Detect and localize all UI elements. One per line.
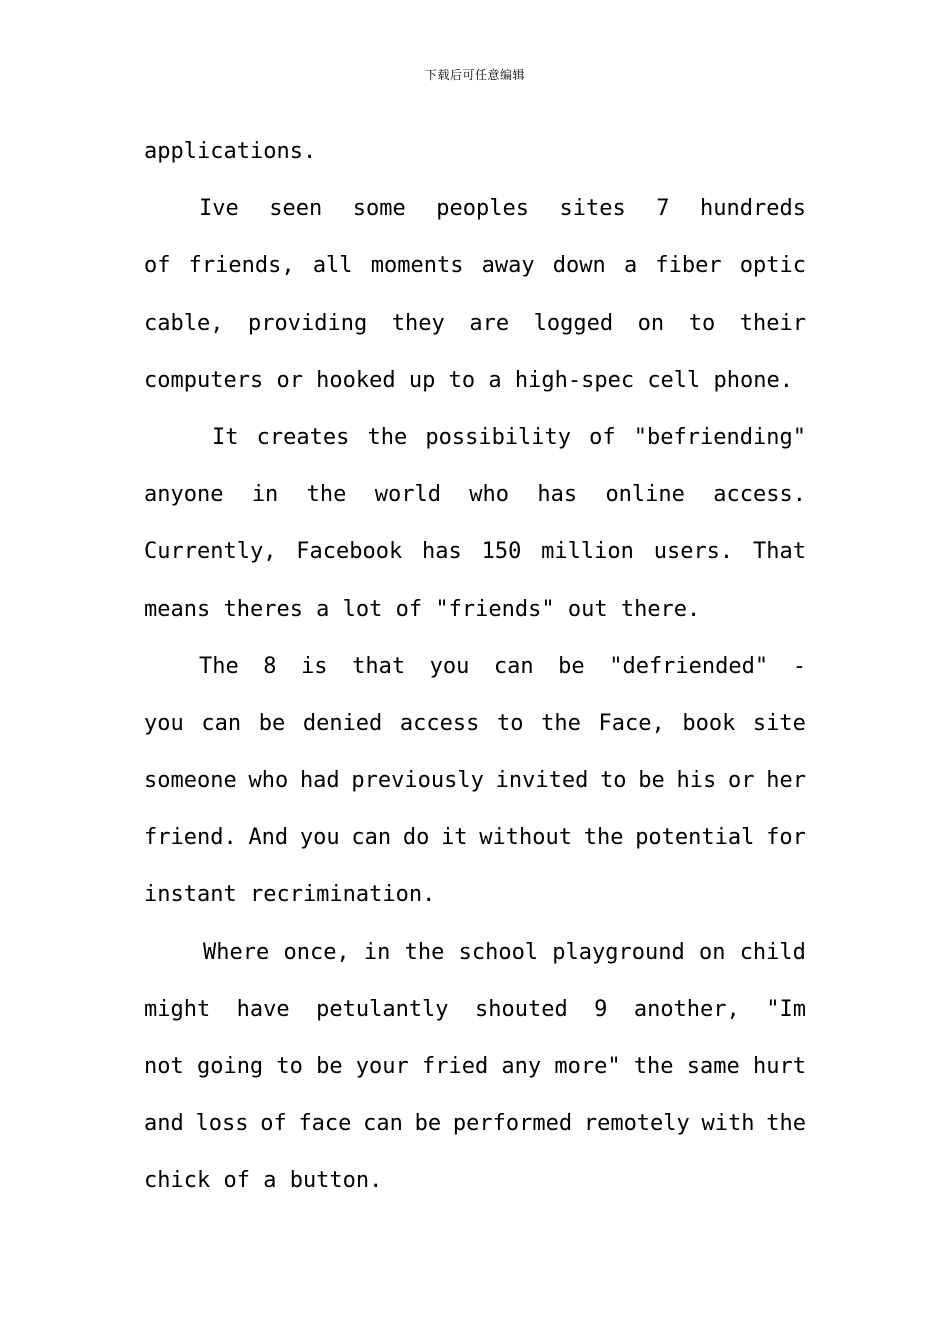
text-line-justified: [144, 237, 806, 294]
word: another,: [633, 996, 740, 1022]
text-line-justified: [144, 180, 806, 237]
word: someone: [144, 768, 237, 794]
word: are: [469, 310, 510, 336]
word: Ive: [199, 196, 239, 222]
word: have: [236, 996, 290, 1022]
word: to: [276, 1054, 303, 1079]
text-line-justified: [144, 638, 806, 695]
text-line-justified: [144, 295, 806, 352]
word: -: [792, 653, 806, 679]
word: be: [414, 1111, 442, 1137]
word: access.: [713, 482, 806, 508]
blank-number: 9: [594, 996, 608, 1022]
word: is: [301, 653, 328, 679]
word: fiber: [655, 253, 722, 279]
word: his: [676, 768, 717, 794]
word: the: [766, 1111, 806, 1137]
word: in: [251, 482, 279, 508]
word: who: [469, 482, 510, 508]
word: some: [352, 196, 406, 222]
word: And: [248, 825, 289, 851]
word: once,: [283, 939, 350, 965]
word: the: [583, 825, 624, 851]
word: might: [144, 996, 211, 1022]
word: you: [299, 825, 340, 851]
word: school: [458, 939, 539, 965]
word: or: [728, 768, 755, 794]
word: child: [739, 939, 806, 965]
word: can: [201, 710, 242, 736]
word: more": [554, 1054, 621, 1079]
word: playground: [552, 939, 685, 965]
word: to: [688, 310, 716, 336]
word: has: [537, 482, 578, 508]
word: "befriending": [633, 424, 806, 450]
word: moments: [370, 253, 464, 279]
word: can: [363, 1111, 403, 1137]
word: friend.: [144, 825, 237, 851]
document-body: [144, 123, 806, 1210]
word: of: [144, 253, 171, 279]
word: seen: [269, 196, 323, 222]
text-line-justified: [144, 924, 806, 981]
word: shouted: [474, 996, 568, 1022]
word: of: [589, 424, 616, 450]
word: online: [605, 482, 685, 508]
word: peoples: [436, 196, 529, 222]
word: you: [429, 653, 470, 679]
text-line-justified: [144, 1095, 806, 1152]
word: be: [558, 653, 585, 679]
word: potential: [635, 825, 755, 851]
word: can: [351, 825, 392, 851]
word: any: [501, 1054, 542, 1079]
page-header-note: 下载后可任意编辑: [424, 68, 525, 82]
word: to: [600, 768, 627, 794]
word: a: [623, 253, 638, 279]
text-line-justified: [144, 466, 806, 523]
text-line-justified: [144, 981, 806, 1038]
word: previously: [351, 768, 484, 794]
word: petulantly: [316, 996, 449, 1022]
word: of: [260, 1111, 287, 1137]
word: fried: [421, 1054, 489, 1079]
word: The: [199, 653, 239, 679]
word: providing: [248, 310, 368, 336]
word: anyone: [144, 482, 224, 508]
word: the: [633, 1054, 674, 1079]
word: to: [497, 710, 524, 736]
word: cable,: [144, 310, 224, 336]
word: 150: [481, 539, 522, 565]
text-line-justified: [144, 523, 806, 580]
word: "Im: [766, 996, 806, 1022]
word: million: [541, 539, 634, 565]
word: same: [686, 1054, 740, 1079]
word: invited: [495, 768, 589, 794]
word: the: [367, 424, 408, 450]
word: possibility: [425, 424, 572, 450]
word: sites: [559, 196, 626, 222]
text-line: means theres a lot of "friends" out there.: [144, 596, 701, 622]
word: Face,: [598, 710, 665, 736]
word: in: [363, 939, 391, 965]
text-line: chick of a button.: [144, 1168, 383, 1194]
word: Facebook: [296, 539, 403, 565]
word: your: [355, 1054, 409, 1079]
word: logged: [533, 310, 614, 336]
word: creates: [256, 424, 350, 450]
word: book: [682, 710, 736, 736]
word: down: [552, 253, 606, 279]
text-line-justified: [144, 409, 806, 466]
word: face: [298, 1111, 352, 1137]
word: not: [144, 1054, 184, 1079]
word: users.: [653, 539, 734, 565]
word: for: [766, 825, 806, 851]
word: they: [391, 310, 445, 336]
word: on: [637, 310, 665, 336]
word: who: [248, 768, 289, 794]
word: the: [541, 710, 581, 736]
word: be: [638, 768, 665, 794]
word: the: [306, 482, 347, 508]
word: do: [402, 825, 430, 851]
text-line-justified: [144, 1038, 806, 1095]
word: their: [739, 310, 806, 336]
word: hundreds: [700, 196, 806, 222]
text-line: computers or hooked up to a high-spec cell phone.: [144, 367, 794, 393]
word: Where: [203, 939, 270, 965]
word: be: [258, 710, 286, 736]
word: the: [404, 939, 445, 965]
word: has: [422, 539, 462, 565]
word: all: [312, 253, 353, 279]
word: hurt: [752, 1054, 806, 1079]
word: going: [196, 1054, 264, 1079]
word: that: [352, 653, 406, 679]
word: site: [752, 710, 806, 736]
word: her: [766, 768, 806, 794]
word: Currently,: [144, 539, 277, 565]
word: can: [493, 653, 534, 679]
word: loss: [195, 1111, 249, 1137]
word: world: [374, 482, 441, 508]
word: without: [479, 825, 572, 851]
text-line: instant recrimination.: [144, 882, 436, 908]
word: performed: [452, 1111, 573, 1137]
word: it: [441, 825, 468, 851]
word: friends,: [188, 253, 295, 279]
text-line-justified: [144, 695, 806, 752]
word: denied: [302, 710, 383, 736]
word: with: [701, 1111, 755, 1137]
text-line-justified: [144, 809, 806, 866]
word: remotely: [583, 1111, 690, 1137]
word: away: [481, 253, 535, 279]
blank-number: 7: [656, 196, 670, 222]
text-line: applications.: [144, 139, 317, 164]
blank-number: 8: [263, 653, 277, 679]
word: access: [399, 710, 480, 736]
word: That: [753, 539, 806, 565]
word: had: [299, 768, 340, 794]
word: "defriended": [609, 653, 769, 679]
word: you: [144, 710, 184, 736]
text-line-justified: [144, 752, 806, 809]
word: be: [316, 1054, 343, 1079]
word: and: [144, 1111, 184, 1137]
word: optic: [739, 253, 806, 279]
word: on: [698, 939, 726, 965]
word: It: [212, 424, 239, 450]
